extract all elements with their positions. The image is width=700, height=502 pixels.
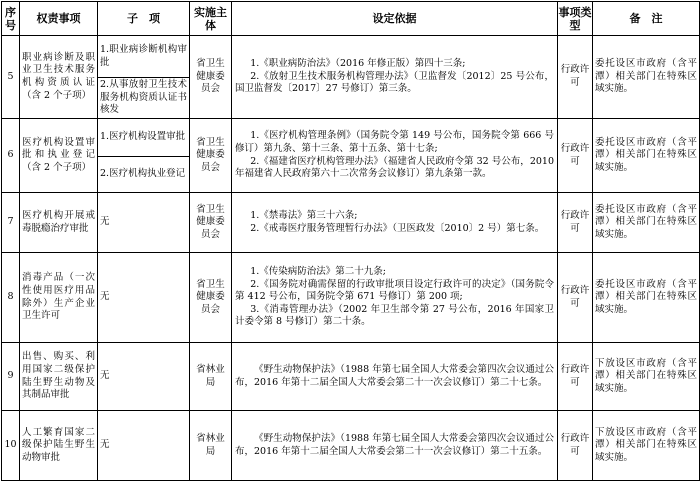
row-subitems [98, 119, 190, 193]
row-seq: 9 [2, 343, 20, 411]
subitem: 1.医疗机构设置审批 [100, 130, 186, 142]
row-type: 行政许可 [558, 193, 593, 253]
basis-line: 1.《医疗机构管理条例》（国务院令第 149 号公布，国务院令第 666 号修订）第九条、第十三条、第十五条、第十七条; [235, 130, 554, 154]
row-matter: 消毒产品（一次性使用医疗用品除外）生产企业卫生许可 [20, 253, 98, 343]
row-body: 省卫生健康委员会 [190, 253, 232, 343]
basis-line: 1.《职业病防治法》（2016 年修正版）第四十三条; [250, 58, 466, 70]
subitem: 2.从事放射卫生技术服务机构资质认证书核发 [98, 77, 189, 118]
row-subitems: 无 [98, 343, 190, 411]
powers-table [1, 1, 700, 481]
row-note: 委托设区市政府（含平潭）相关部门在特殊区域实施。 [593, 253, 700, 343]
row-matter: 医疗机构开展戒毒脱瘾治疗审批 [20, 193, 98, 253]
row-note: 下放设区市政府（含平潭）相关部门在特殊区域实施。 [593, 411, 700, 481]
basis-line: 2.《放射卫生技术服务机构管理办法》（卫监督发〔2012〕25 号公布，国卫监督发〔2017〕27 号修订）第三条。 [235, 70, 554, 95]
row-type: 行政许可 [558, 411, 593, 481]
header-matter: 权责事项 [20, 2, 98, 36]
header-basis: 设定依据 [232, 2, 558, 36]
table-row [2, 193, 700, 253]
basis-line: 2.《国务院对确需保留的行政审批项目设定行政许可的决定》（国务院令第 412 号公布，国务院令第 671 号修订）第 200 项; [235, 278, 554, 303]
row-body: 省林业局 [190, 343, 232, 411]
row-matter: 职业病诊断及职业卫生技术服务机构资质认证（含 2 个子项） [20, 36, 98, 119]
row-basis [232, 253, 558, 343]
subitem: 2.医疗机构执业登记 [98, 156, 189, 193]
row-note: 委托设区市政府（含平潭）相关部门在特殊区域实施。 [593, 36, 700, 119]
row-matter: 人工繁育国家二级保护陆生野生动物审批 [20, 411, 98, 481]
row-note: 下放设区市政府（含平潭）相关部门在特殊区域实施。 [593, 343, 700, 411]
row-subitems: 无 [98, 411, 190, 481]
basis-line: 2.《福建省医疗机构管理办法》（福建省人民政府令第 32 号公布，2010 年福建省人民政府第六十二次常务会议修订）第九条第一款。 [235, 155, 554, 180]
row-type: 行政许可 [558, 343, 593, 411]
row-type: 行政许可 [558, 253, 593, 343]
table-row [2, 411, 700, 481]
row-type: 行政许可 [558, 36, 593, 119]
row-matter: 出售、购买、利用国家二级保护陆生野生动物及其制品审批 [20, 343, 98, 411]
row-body: 省林业局 [190, 411, 232, 481]
basis-line: 1.《禁毒法》第三十六条; [250, 209, 358, 221]
header-subitem: 子 项 [98, 2, 190, 36]
basis-line: 2.《戒毒医疗服务管理暂行办法》（卫医政发〔2010〕2 号）第七条。 [250, 222, 545, 234]
row-basis [232, 119, 558, 193]
row-note: 委托设区市政府（含平潭）相关部门在特殊区域实施。 [593, 119, 700, 193]
subitem: 1.职业病诊断机构审批 [100, 43, 187, 68]
row-type: 行政许可 [558, 119, 593, 193]
row-body: 省卫生健康委员会 [190, 119, 232, 193]
row-subitems [98, 36, 190, 119]
header-body: 实施主体 [190, 2, 232, 36]
row-body: 省卫生健康委员会 [190, 36, 232, 119]
row-basis [232, 193, 558, 253]
row-body: 省卫生健康委员会 [190, 193, 232, 253]
row-note: 委托设区市政府（含平潭）相关部门在特殊区域实施。 [593, 193, 700, 253]
basis-line: 《野生动物保护法》（1988 年第七届全国人大常委会第四次会议通过公布，2016 年第十二届全国人大常委会第二十一次会议修订）第二十五条。 [235, 432, 554, 457]
header-note: 备 注 [593, 2, 700, 36]
table-row [2, 343, 700, 411]
basis-line: 3.《消毒管理办法》（2002 年卫生部令第 27 号公布，2016 年国家卫计委令第 8 号修订）第二十条。 [235, 303, 554, 328]
table-row [2, 36, 700, 119]
header-type: 事项类型 [558, 2, 593, 36]
row-seq: 5 [2, 36, 20, 119]
row-basis [232, 343, 558, 411]
row-seq: 8 [2, 253, 20, 343]
row-basis [232, 411, 558, 481]
basis-line: 1.《传染病防治法》第二十九条; [250, 266, 386, 278]
row-basis [232, 36, 558, 119]
row-subitems: 无 [98, 193, 190, 253]
row-matter: 医疗机构设置审批和执业登记（含 2 个子项） [20, 119, 98, 193]
row-seq: 7 [2, 193, 20, 253]
row-subitems: 无 [98, 253, 190, 343]
row-seq: 6 [2, 119, 20, 193]
row-seq: 10 [2, 411, 20, 481]
header-seq: 序号 [2, 2, 20, 36]
basis-line: 《野生动物保护法》（1988 年第七届全国人大常委会第四次会议通过公布，2016 年第十二届全国人大常委会第二十一次会议修订）第二十七条。 [235, 363, 554, 388]
table-body [2, 36, 700, 481]
header-row [2, 2, 700, 36]
table-row [2, 119, 700, 193]
table-row [2, 253, 700, 343]
